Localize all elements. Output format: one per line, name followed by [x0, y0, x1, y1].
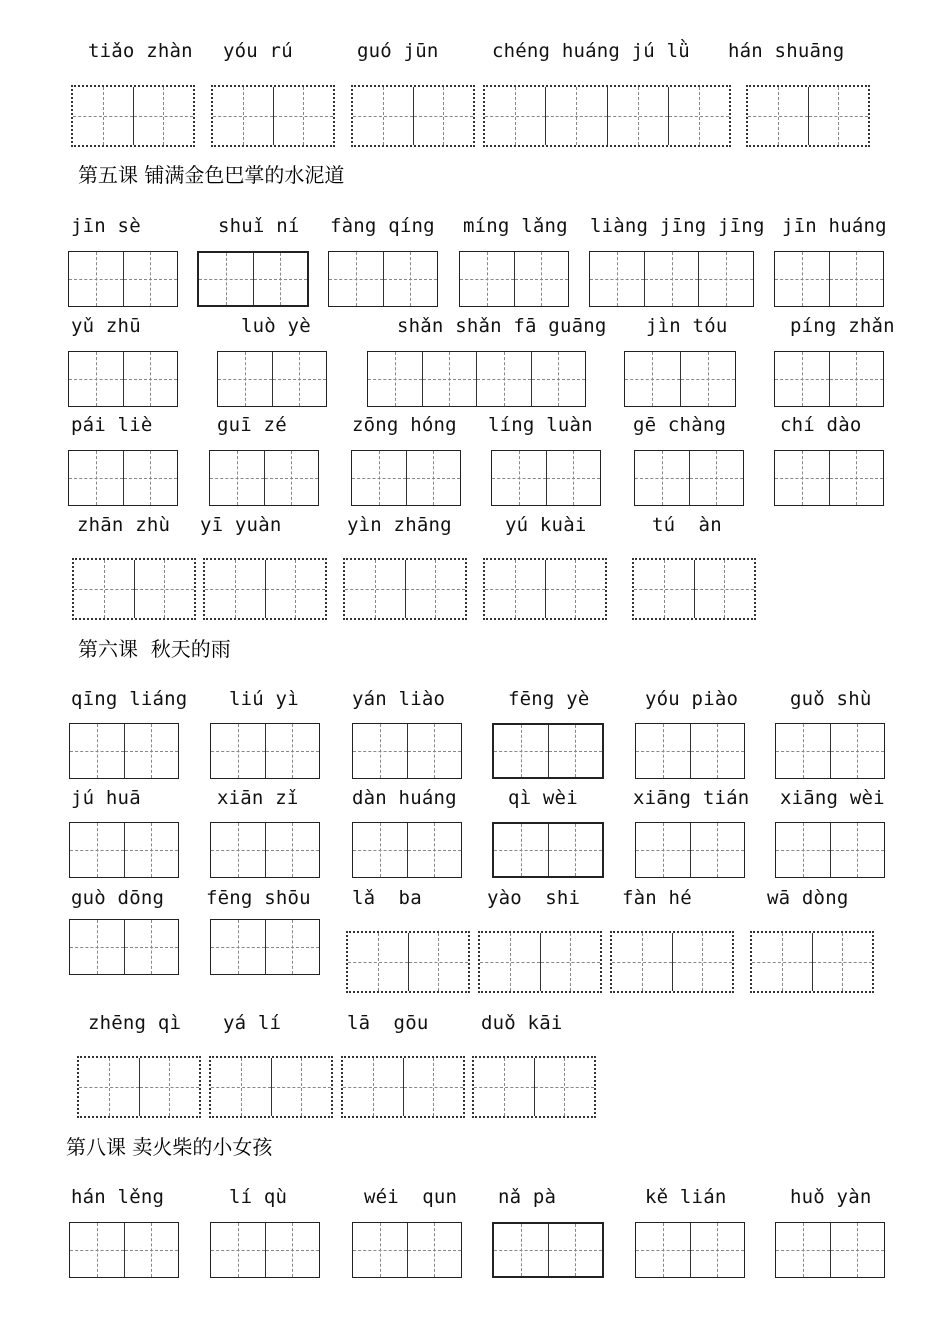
writing-box[interactable] [352, 1222, 462, 1278]
writing-box[interactable] [352, 822, 462, 878]
writing-box[interactable] [69, 1222, 179, 1278]
pinyin-label: yǔ zhū [71, 315, 141, 337]
writing-box[interactable] [774, 450, 884, 506]
writing-box[interactable] [774, 351, 884, 407]
writing-box[interactable] [775, 1222, 885, 1278]
writing-box[interactable] [197, 251, 309, 307]
writing-box[interactable] [478, 931, 602, 993]
lesson-heading: 第六课 秋天的雨 [78, 637, 231, 661]
pinyin-label: qì wèi [508, 787, 578, 809]
writing-box[interactable] [210, 1222, 320, 1278]
pinyin-label: zhēng qì [88, 1012, 182, 1034]
pinyin-label: fēng yè [508, 688, 590, 710]
writing-box[interactable] [632, 558, 756, 620]
pinyin-label: xiān zǐ [217, 787, 299, 809]
pinyin-label: guǒ shù [790, 688, 872, 710]
writing-box[interactable] [341, 1056, 465, 1118]
writing-box[interactable] [483, 85, 731, 147]
writing-box[interactable] [774, 251, 884, 307]
writing-box[interactable] [346, 931, 470, 993]
pinyin-label: yán liào [352, 688, 446, 710]
writing-box[interactable] [624, 351, 736, 407]
writing-box[interactable] [491, 450, 601, 506]
writing-box[interactable] [492, 822, 604, 878]
writing-box[interactable] [209, 1056, 333, 1118]
writing-box[interactable] [635, 723, 745, 779]
writing-box[interactable] [492, 723, 604, 779]
pinyin-label: tiǎo zhàn [88, 40, 193, 62]
pinyin-label: liú yì [229, 688, 299, 710]
writing-box[interactable] [69, 723, 179, 779]
pinyin-label: yóu rú [223, 40, 293, 62]
writing-box[interactable] [775, 822, 885, 878]
pinyin-label: guó jūn [357, 40, 439, 62]
pinyin-label: chí dào [780, 414, 862, 436]
writing-box[interactable] [351, 450, 461, 506]
pinyin-label: hán lěng [71, 1186, 165, 1208]
writing-box[interactable] [69, 822, 179, 878]
pinyin-label: fēng shōu [206, 887, 311, 909]
pinyin-label: zhān zhù [77, 514, 171, 536]
writing-box[interactable] [775, 723, 885, 779]
writing-box[interactable] [69, 919, 179, 975]
writing-box[interactable] [210, 919, 320, 975]
writing-box[interactable] [209, 450, 319, 506]
writing-box[interactable] [217, 351, 327, 407]
writing-box[interactable] [71, 85, 195, 147]
writing-box[interactable] [343, 558, 467, 620]
pinyin-label: hán shuāng [728, 40, 845, 62]
pinyin-label: lí qù [229, 1186, 288, 1208]
pinyin-label: dàn huáng [352, 787, 457, 809]
writing-box[interactable] [351, 85, 475, 147]
pinyin-label: shǎn shǎn fā guāng [397, 315, 607, 337]
writing-box[interactable] [68, 450, 178, 506]
writing-box[interactable] [634, 450, 744, 506]
writing-box[interactable] [746, 85, 870, 147]
pinyin-label: nǎ pà [498, 1186, 557, 1208]
pinyin-label: zōng hóng [352, 414, 457, 436]
pinyin-label: qīng liáng [71, 688, 188, 710]
pinyin-label: wā dòng [767, 887, 849, 909]
writing-box[interactable] [203, 558, 327, 620]
writing-box[interactable] [68, 251, 178, 307]
writing-box[interactable] [328, 251, 438, 307]
pinyin-label: líng luàn [488, 414, 593, 436]
pinyin-label: yìn zhāng [347, 514, 452, 536]
pinyin-label: yóu piào [645, 688, 739, 710]
writing-box[interactable] [77, 1056, 201, 1118]
pinyin-label: jú huā [71, 787, 141, 809]
pinyin-label: yá lí [223, 1012, 282, 1034]
writing-box[interactable] [352, 723, 462, 779]
writing-box[interactable] [210, 822, 320, 878]
pinyin-label: jìn tóu [646, 315, 728, 337]
pinyin-label: yī yuàn [200, 514, 282, 536]
pinyin-label: chéng huáng jú lǜ [492, 40, 690, 62]
pinyin-label: luò yè [241, 315, 311, 337]
writing-box[interactable] [367, 351, 586, 407]
pinyin-label: wéi qun [364, 1186, 458, 1208]
pinyin-label: tú àn [652, 514, 722, 536]
writing-box[interactable] [459, 251, 569, 307]
pinyin-label: kě lián [645, 1186, 727, 1208]
pinyin-label: duǒ kāi [481, 1012, 563, 1034]
writing-box[interactable] [589, 251, 754, 307]
lesson-heading: 第八课 卖火柴的小女孩 [66, 1135, 273, 1159]
lesson-heading: 第五课 铺满金色巴掌的水泥道 [78, 163, 345, 187]
writing-box[interactable] [635, 1222, 745, 1278]
pinyin-label: lā gōu [347, 1012, 429, 1034]
pinyin-label: shuǐ ní [218, 215, 300, 237]
pinyin-label: yú kuài [505, 514, 587, 536]
pinyin-label: jīn sè [71, 215, 141, 237]
pinyin-label: xiāng wèi [780, 787, 885, 809]
writing-box[interactable] [610, 931, 734, 993]
writing-box[interactable] [483, 558, 607, 620]
pinyin-label: gē chàng [633, 414, 727, 436]
pinyin-label: guò dōng [71, 887, 165, 909]
pinyin-label: jīn huáng [782, 215, 887, 237]
pinyin-label: xiāng tián [633, 787, 750, 809]
pinyin-label: huǒ yàn [790, 1186, 872, 1208]
pinyin-label: yào shi [487, 887, 581, 909]
pinyin-label: guī zé [217, 414, 287, 436]
writing-box[interactable] [72, 558, 196, 620]
writing-box[interactable] [472, 1056, 596, 1118]
pinyin-label: fàn hé [622, 887, 692, 909]
writing-box[interactable] [635, 822, 745, 878]
writing-box[interactable] [68, 351, 178, 407]
pinyin-label: pái liè [71, 414, 153, 436]
pinyin-label: míng lǎng [463, 215, 568, 237]
writing-box[interactable] [750, 931, 874, 993]
pinyin-label: fàng qíng [330, 215, 435, 237]
writing-box[interactable] [492, 1222, 604, 1278]
writing-box[interactable] [210, 723, 320, 779]
pinyin-label: píng zhǎn [790, 315, 895, 337]
pinyin-label: liàng jīng jīng [590, 215, 765, 237]
pinyin-label: lǎ ba [352, 887, 422, 909]
writing-box[interactable] [211, 85, 335, 147]
